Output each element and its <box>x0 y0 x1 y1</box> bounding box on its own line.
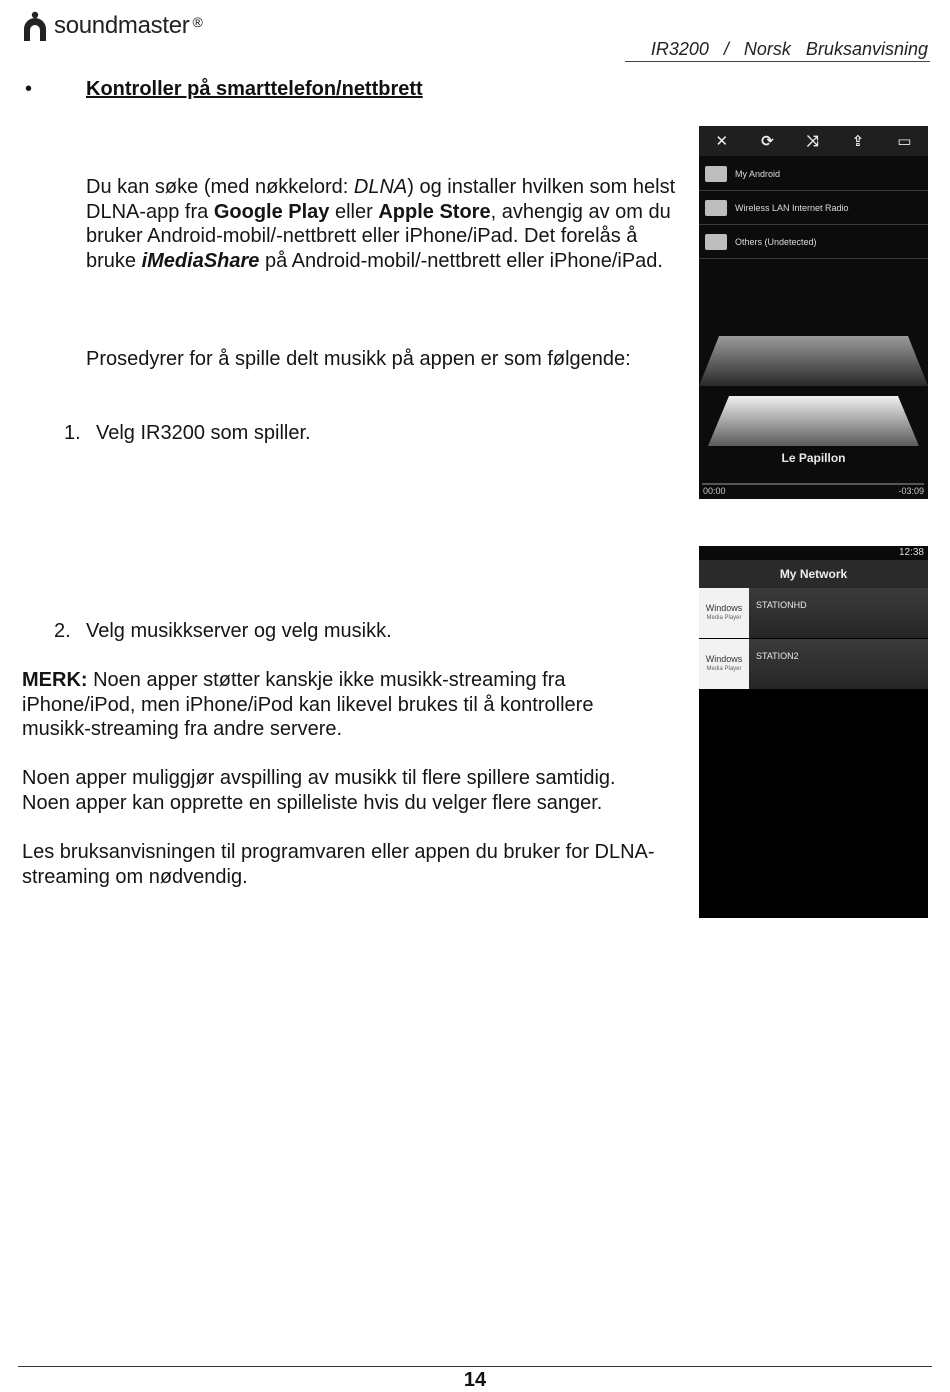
time-remaining: -03:09 <box>898 486 924 496</box>
intro-text-5: på Android-mobil/-nettbrett eller iPhone/iPad. <box>259 250 663 273</box>
repeat-icon: ⟳ <box>761 133 774 150</box>
server-logo-text: Windows <box>705 603 743 613</box>
document-reference: IR3200 / Norsk Bruksanvisning <box>650 39 928 59</box>
server-name: STATIONHD <box>749 588 928 638</box>
windows-media-player-icon <box>699 588 749 638</box>
multi-player-paragraph: Noen apper muliggjør avspilling av musikk til flere spillere samtidig. Noen apper kan opprette en spilleliste hvis du velger flere sanger. <box>22 767 616 814</box>
step-text: Velg IR3200 som spiller. <box>96 422 311 444</box>
server-logo-sub: Media Player <box>706 666 742 672</box>
procedure-intro: Prosedyrer for å spille delt musikk på appen er som følgende: <box>86 348 631 370</box>
network-title: My Network <box>699 560 928 588</box>
clock: 12:38 <box>898 547 924 558</box>
header-divider <box>625 61 930 62</box>
step-number: 1. <box>64 422 81 444</box>
registered-mark: ® <box>192 14 203 30</box>
apple-store-name: Apple Store <box>378 200 491 223</box>
note-paragraph <box>22 668 662 742</box>
screen-icon: ▭ <box>897 133 912 150</box>
device-name: Wireless LAN Internet Radio <box>735 202 849 213</box>
track-title: Le Papillon <box>781 451 846 465</box>
server-row <box>699 639 928 689</box>
radio-icon <box>705 200 727 216</box>
note-label: MERK: <box>22 669 88 691</box>
intro-text-1: Du kan søke (med nøkkelord: <box>86 176 354 198</box>
footer-divider <box>18 1366 932 1367</box>
server-logo-text: Windows <box>705 654 743 664</box>
time-elapsed: 00:00 <box>703 486 726 496</box>
google-play-name: Google Play <box>213 200 330 223</box>
page-number: 14 <box>463 1369 487 1391</box>
shuffle-icon: ⤨ <box>806 132 819 150</box>
device-row <box>699 191 928 225</box>
share-icon: ⇪ <box>851 133 865 150</box>
close-icon: ✕ <box>715 133 729 150</box>
device-row <box>699 225 928 259</box>
status-bar <box>699 546 928 560</box>
server-name: STATION2 <box>749 639 928 689</box>
intro-text-4: , avhengig av om du bruker Android-mobil/-nettbrett eller iPhone/iPad. Det forelås å bruke <box>86 200 671 273</box>
keyword-dlna: DLNA <box>353 176 408 198</box>
step-item <box>64 421 311 446</box>
section-title: Kontroller på smarttelefon/nettbrett <box>86 78 423 100</box>
step-item <box>54 619 392 644</box>
app-screenshot-network <box>699 546 928 918</box>
screen-device-icon <box>705 234 727 250</box>
intro-text-2: ) og installer hvilken som helst DLNA-app fra <box>86 176 676 223</box>
brand-logo <box>20 8 203 44</box>
device-row <box>699 157 928 191</box>
device-name: Others (Undetected) <box>735 236 817 247</box>
soundmaster-logo-icon <box>20 9 50 43</box>
app-screenshot-player <box>699 126 928 499</box>
intro-text-3: eller <box>329 200 379 223</box>
intro-paragraph <box>86 175 686 274</box>
progress-bar <box>702 483 924 485</box>
step-text: Velg musikkserver og velg musikk. <box>86 620 392 642</box>
app-name: iMediaShare <box>141 250 260 273</box>
server-logo-sub: Media Player <box>706 615 742 621</box>
brand-name: soundmaster <box>54 12 190 39</box>
note-text: Noen apper støtter kanskje ikke musikk-streaming fra iPhone/iPod, men iPhone/iPod kan likevel brukes til å kontrollere musikk-streaming fra andre servere. <box>22 669 594 741</box>
player-toolbar <box>699 126 928 156</box>
windows-media-player-icon <box>699 639 749 689</box>
server-row <box>699 588 928 638</box>
android-icon <box>705 166 727 182</box>
manual-paragraph: Les bruksanvisningen til programvaren eller appen du bruker for DLNA-streaming om nødvendig. <box>22 841 655 888</box>
device-name: My Android <box>735 168 781 179</box>
bullet-icon: • <box>25 78 33 100</box>
step-number: 2. <box>54 620 71 642</box>
